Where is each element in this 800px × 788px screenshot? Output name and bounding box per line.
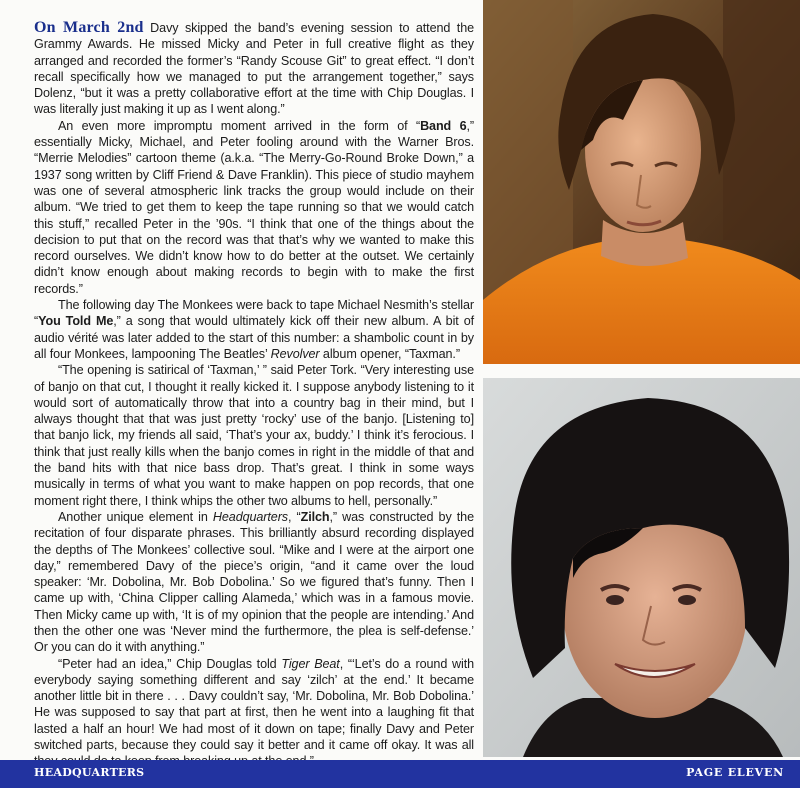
paragraph-text: ,” was constructed by the recitation of four disparate phrases. This brilliantly absurd recording displayed the depths of The Monkees’ collective soul. “Mike and I were at the airport one day,” remembered Davy of the piece’s origin, “and it came over the loud speaker: ‘Mr. Dobolina, Mr. Bob Dobolina.’ So we figured that’s funny. Then I came up with, ‘China Clipper calling Alameda,’ which was in a famous movie. Then Micky came up with, ‘It is of my opinion that the people are intending.’ And then the other one was ‘Never mind the furthermore, the plea is self-defense.’ Or you can do it with anything.” xyxy=(34,509,474,655)
paragraph-text: Davy skipped the band’s evening session to attend the Grammy Awards. He missed Micky and Peter in full creative flight as they arranged and recorded the former’s “Randy Scouse Git” to great effect. “I don’t recall specifically how we managed to put the arrangement together,” says Dolenz, “but it was a pretty collaborative effort at the time with Chip Douglas. I was literally just making it up as I went along.” xyxy=(34,21,475,117)
paragraph-text: The following day The Monkees were back to tape Michael Nesmith’s stellar “ xyxy=(34,298,474,329)
article-paragraph xyxy=(34,362,474,509)
article-paragraph xyxy=(34,118,474,297)
article-paragraph xyxy=(34,297,474,362)
paragraph-text: An even more impromptu moment arrived in the form of “ xyxy=(58,118,421,133)
article-paragraph xyxy=(34,656,474,770)
article-text xyxy=(34,20,474,755)
paragraph-text: Revolver xyxy=(270,346,320,361)
paragraph-text: ,” essentially Micky, Michael, and Peter fooling around with the Warner Bros. “Merrie Melodies” cartoon theme (a.k.a. “The Merry-Go-Round Broke Down,” a 1937 song written by Cliff Friend & Dave Franklin). This piece of studio mayhem was one of several atmospheric link tracks the group would include on their album. “We tried to get them to keep the tape running so that we would catch this stuff,” recalled Peter in the ’90s. “I think that one of the things about the decision to put that on the record was that that’s why we wanted to make this record ourselves. We didn’t know how to do better at the outset. We certainly didn’t know enough about making records to begin with to make the first records.” xyxy=(34,118,474,296)
page-footer xyxy=(0,760,800,788)
footer-page-number: PAGE ELEVEN xyxy=(686,766,784,779)
paragraph-text: “Peter had an idea,” Chip Douglas told xyxy=(58,656,282,671)
photo-micky-dolenz xyxy=(483,378,800,757)
lead-in-date: On March 2nd xyxy=(34,19,144,36)
paragraph-text: ,” a song that would ultimately kick off their new album. A bit of audio vérité was later added to the start of this number: a shambolic count in by all four Monkees, lampooning The Beatles’ xyxy=(34,314,474,361)
paragraph-text: “The opening is satirical of ‘Taxman,’ ” said Peter Tork. “Very interesting use of banjo on that cut, I thought it really kicked it. I suppose anybody listening to it would sort of automatically throw that into a country bag in their mind, but I always thought that that was just pretty ‘rocky’ use of the banjo. [Listening to] that banjo lick, my friends all said, ‘That’s your ax, buddy.’ I think it’s ferocious. I think that just really kills when the banjo comes in right in the middle of that and the band hits with that nice bass drop. That’s great. I think in some ways musically in terms of what you want to make happen on pop records, that one moment right there, I think whips the other two albums to hell, personally.” xyxy=(34,363,474,508)
article-paragraph xyxy=(34,509,474,656)
paragraph-text: Tiger Beat xyxy=(281,656,340,671)
paragraph-text: Zilch xyxy=(300,509,330,524)
paragraph-text: , “ xyxy=(288,509,301,524)
paragraph-text: You Told Me xyxy=(38,314,114,329)
portrait-orange-shirt-image xyxy=(483,0,800,364)
portrait-smiling-image xyxy=(483,378,800,757)
article-paragraph xyxy=(34,20,474,118)
paragraph-text: Headquarters xyxy=(212,509,288,524)
paragraph-text: , “‘Let’s do a round with everybody saying something different and say ‘zilch’ at the end.’ It became another little bit in there . . . Davy couldn’t say, ‘Mr. Dobolina, Mr. Bob Dobolina.’ He was supposed to say that part at first, then he went into a laughing fit that lasted a half an hour! We had most of it down on tape; finally Davy and Peter switched parts, because they could say it better and it came off okay. It was all xyxy=(34,656,474,753)
paragraph-text: Band 6 xyxy=(420,118,467,133)
paragraph-text: album opener, “Taxman.” xyxy=(319,346,460,361)
paragraph-text: Another unique element in xyxy=(58,509,213,524)
photo-peter-tork xyxy=(483,0,800,364)
footer-album-title: HEADQUARTERS xyxy=(34,766,145,779)
